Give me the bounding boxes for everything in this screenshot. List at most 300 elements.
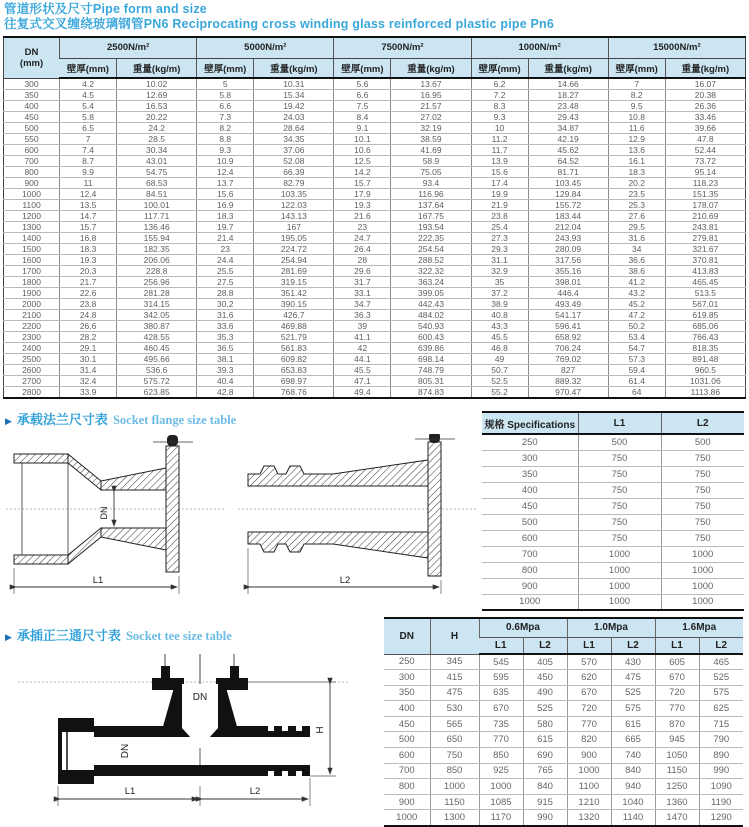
cell: 19.3 xyxy=(60,255,117,266)
cell: 446.4 xyxy=(528,288,608,299)
cell: 155.72 xyxy=(528,200,608,211)
cell: 15.7 xyxy=(334,178,391,189)
cell: 212.04 xyxy=(528,222,608,233)
cell: 750 xyxy=(661,466,744,482)
cell: 38.1 xyxy=(197,354,254,365)
cell: 10.31 xyxy=(254,78,334,90)
table-row xyxy=(4,288,746,299)
cell: 14.2 xyxy=(334,167,391,178)
cell: 10.1 xyxy=(334,134,391,145)
cell: 900 xyxy=(4,178,60,189)
cell: 17.9 xyxy=(334,189,391,200)
table-row xyxy=(482,466,744,482)
cell: 1000 xyxy=(578,546,661,562)
cell: 1190 xyxy=(699,794,743,810)
cell: 210.69 xyxy=(665,211,745,222)
cell: 465 xyxy=(699,654,743,670)
cell: 29.5 xyxy=(608,222,665,233)
cell: 619.85 xyxy=(665,310,745,321)
cell: 18.3 xyxy=(60,244,117,255)
page-subtitle xyxy=(4,17,749,32)
cell: 1200 xyxy=(4,211,60,222)
cell: 75.05 xyxy=(391,167,471,178)
cell: 24.4 xyxy=(197,255,254,266)
cell: 850 xyxy=(430,763,479,779)
cell: 605 xyxy=(655,654,699,670)
cell: 870 xyxy=(655,716,699,732)
cell: 13.6 xyxy=(608,145,665,156)
cell: 750 xyxy=(661,530,744,546)
table-row xyxy=(4,211,746,222)
cell: 493.49 xyxy=(528,299,608,310)
h-label: H xyxy=(315,726,326,734)
cell: 653.83 xyxy=(254,365,334,376)
cell: 43.2 xyxy=(608,288,665,299)
cell: 490 xyxy=(523,685,567,701)
cell: 595 xyxy=(479,670,523,686)
cell: 24.8 xyxy=(60,310,117,321)
cell: 7.5 xyxy=(334,101,391,112)
cell: 37.2 xyxy=(471,288,528,299)
col-header-weight: 重量(kg/m) xyxy=(528,58,608,78)
cell: 635 xyxy=(479,685,523,701)
cell: 7 xyxy=(60,134,117,145)
cell: 495.66 xyxy=(117,354,197,365)
cell: 45.62 xyxy=(528,145,608,156)
cell: 600 xyxy=(4,145,60,156)
cell: 450 xyxy=(523,670,567,686)
table-row xyxy=(4,321,746,332)
cell: 8.4 xyxy=(334,112,391,123)
cell: 20.3 xyxy=(60,266,117,277)
cell: 513.5 xyxy=(665,288,745,299)
cell: 545 xyxy=(479,654,523,670)
tee-size-table xyxy=(384,617,743,827)
table-row xyxy=(384,670,743,686)
cell: 10.8 xyxy=(608,112,665,123)
cell: 465.45 xyxy=(665,277,745,288)
cell: 136.46 xyxy=(117,222,197,233)
dn-branch-label: DN xyxy=(192,692,208,703)
cell: 288.52 xyxy=(391,255,471,266)
cell: 1170 xyxy=(479,810,523,826)
cell: 990 xyxy=(523,810,567,826)
cell: 540.93 xyxy=(391,321,471,332)
cell: 13.67 xyxy=(391,78,471,90)
cell: 29.1 xyxy=(60,343,117,354)
cell: 9.3 xyxy=(197,145,254,156)
cell: 670 xyxy=(655,670,699,686)
flange-spigot-drawing xyxy=(238,434,478,602)
page-title-zh: 管道形状及尺寸 xyxy=(4,2,93,16)
cell: 4.2 xyxy=(60,78,117,90)
cell: 1150 xyxy=(655,763,699,779)
cell: 1050 xyxy=(655,748,699,764)
table-row xyxy=(482,514,744,530)
cell: 915 xyxy=(523,794,567,810)
cell: 33.1 xyxy=(334,288,391,299)
table-row xyxy=(384,810,743,826)
cell: 1000 xyxy=(482,594,578,610)
table-row xyxy=(4,332,746,343)
cell: 319.15 xyxy=(254,277,334,288)
cell: 350 xyxy=(384,685,430,701)
table-row xyxy=(4,299,746,310)
col-header-l1: L1 xyxy=(655,637,699,654)
cell: 770 xyxy=(655,701,699,717)
table-row xyxy=(482,482,744,498)
cell: 23 xyxy=(197,244,254,255)
cell: 567.01 xyxy=(665,299,745,310)
cell: 103.35 xyxy=(254,189,334,200)
cell: 28.5 xyxy=(117,134,197,145)
cell: 750 xyxy=(430,748,479,764)
cell: 2100 xyxy=(4,310,60,321)
cell: 281.69 xyxy=(254,266,334,277)
flange-section-title xyxy=(0,409,482,428)
cell: 990 xyxy=(699,763,743,779)
cell: 30.2 xyxy=(197,299,254,310)
cell: 1210 xyxy=(567,794,611,810)
cell: 31.1 xyxy=(471,255,528,266)
flange-section xyxy=(0,407,749,611)
cell: 222.35 xyxy=(391,233,471,244)
cell: 1800 xyxy=(4,277,60,288)
cell: 500 xyxy=(4,123,60,134)
cell: 26.36 xyxy=(665,101,745,112)
cell: 665 xyxy=(611,732,655,748)
cell: 700 xyxy=(482,546,578,562)
cell: 31.7 xyxy=(334,277,391,288)
cell: 769.02 xyxy=(528,354,608,365)
cell: 103.45 xyxy=(528,178,608,189)
l2-label: L2 xyxy=(249,786,261,797)
cell: 1900 xyxy=(4,288,60,299)
cell: 228.8 xyxy=(117,266,197,277)
cell: 766.43 xyxy=(665,332,745,343)
cell: 73.72 xyxy=(665,156,745,167)
cell: 256.96 xyxy=(117,277,197,288)
table-row xyxy=(4,354,746,365)
cell: 600 xyxy=(482,530,578,546)
cell: 280.09 xyxy=(528,244,608,255)
cell: 35.3 xyxy=(197,332,254,343)
cell: 390.15 xyxy=(254,299,334,310)
table-row xyxy=(482,578,744,594)
cell: 1100 xyxy=(4,200,60,211)
cell: 450 xyxy=(4,112,60,123)
cell: 61.4 xyxy=(608,376,665,387)
cell: 625 xyxy=(699,701,743,717)
cell: 23 xyxy=(334,222,391,233)
cell: 9.3 xyxy=(471,112,528,123)
cell: 650 xyxy=(430,732,479,748)
cell: 1000 xyxy=(384,810,430,826)
table-row xyxy=(4,222,746,233)
cell: 615 xyxy=(523,732,567,748)
cell: 33.6 xyxy=(197,321,254,332)
cell: 25.3 xyxy=(608,200,665,211)
cell: 750 xyxy=(578,466,661,482)
cell: 426.7 xyxy=(254,310,334,321)
cell: 182.35 xyxy=(117,244,197,255)
cell: 250 xyxy=(384,654,430,670)
col-header-10mpa: 1.0Mpa xyxy=(567,618,655,637)
cell: 1500 xyxy=(4,244,60,255)
cell: 16.9 xyxy=(197,200,254,211)
cell: 874.83 xyxy=(391,387,471,399)
cell: 720 xyxy=(567,701,611,717)
cell: 530 xyxy=(430,701,479,717)
cell: 40.8 xyxy=(471,310,528,321)
cell: 34 xyxy=(608,244,665,255)
cell: 19.3 xyxy=(334,200,391,211)
table-row xyxy=(482,530,744,546)
cell: 1113.86 xyxy=(665,387,745,399)
cell: 398.01 xyxy=(528,277,608,288)
cell: 37.06 xyxy=(254,145,334,156)
cell: 28.2 xyxy=(60,332,117,343)
cell: 206.06 xyxy=(117,255,197,266)
cell: 350 xyxy=(482,466,578,482)
cell: 11.2 xyxy=(471,134,528,145)
cell: 81.71 xyxy=(528,167,608,178)
cell: 685.06 xyxy=(665,321,745,332)
table-row xyxy=(4,233,746,244)
cell: 740 xyxy=(611,748,655,764)
cell: 16.95 xyxy=(391,90,471,101)
cell: 525 xyxy=(611,685,655,701)
cell: 770 xyxy=(567,716,611,732)
cell: 167 xyxy=(254,222,334,233)
cell: 50.7 xyxy=(471,365,528,376)
table-row xyxy=(4,90,746,101)
cell: 9.9 xyxy=(60,167,117,178)
table-row xyxy=(482,498,744,514)
cell: 35 xyxy=(471,277,528,288)
cell: 521.79 xyxy=(254,332,334,343)
table-row xyxy=(384,779,743,795)
cell: 8.3 xyxy=(471,101,528,112)
cell: 183.44 xyxy=(528,211,608,222)
cell: 1000 xyxy=(578,562,661,578)
cell: 12.4 xyxy=(60,189,117,200)
cell: 400 xyxy=(384,701,430,717)
table-row xyxy=(384,685,743,701)
table-row xyxy=(482,546,744,562)
tee-drawing xyxy=(18,648,378,810)
cell: 195.05 xyxy=(254,233,334,244)
cell: 27.6 xyxy=(608,211,665,222)
col-header-pressure-7500: 7500N/m² xyxy=(334,37,471,58)
cell: 706.24 xyxy=(528,343,608,354)
cell: 750 xyxy=(578,530,661,546)
table-row xyxy=(482,450,744,466)
cell: 6.5 xyxy=(60,123,117,134)
cell: 15.7 xyxy=(60,222,117,233)
col-header-16mpa: 1.6Mpa xyxy=(655,618,743,637)
cell: 750 xyxy=(578,450,661,466)
cell: 22.6 xyxy=(60,288,117,299)
page-header xyxy=(0,0,749,34)
cell: 32.19 xyxy=(391,123,471,134)
cell: 6.2 xyxy=(471,78,528,90)
pipe-size-table xyxy=(3,36,746,399)
col-header-thickness: 壁厚(mm) xyxy=(471,58,528,78)
cell: 450 xyxy=(384,716,430,732)
cell: 49.4 xyxy=(334,387,391,399)
cell: 805.31 xyxy=(391,376,471,387)
cell: 400 xyxy=(482,482,578,498)
tee-title-en: Socket tee size table xyxy=(125,629,232,643)
cell: 39.3 xyxy=(197,365,254,376)
cell: 500 xyxy=(661,434,744,450)
cell: 596.41 xyxy=(528,321,608,332)
cell: 900 xyxy=(384,794,430,810)
table-row xyxy=(4,134,746,145)
cell: 155.94 xyxy=(117,233,197,244)
cell: 20.38 xyxy=(665,90,745,101)
cell: 38.9 xyxy=(471,299,528,310)
col-header-thickness: 壁厚(mm) xyxy=(60,58,117,78)
cell: 413.83 xyxy=(665,266,745,277)
cell: 1000 xyxy=(661,578,744,594)
cell: 580 xyxy=(523,716,567,732)
col-header-l2: L2 xyxy=(523,637,567,654)
cell: 1000 xyxy=(661,594,744,610)
col-header-l1: L1 xyxy=(479,637,523,654)
cell: 1300 xyxy=(4,222,60,233)
cell: 570 xyxy=(567,654,611,670)
cell: 52.5 xyxy=(471,376,528,387)
table-row xyxy=(4,156,746,167)
cell: 39 xyxy=(334,321,391,332)
cell: 700 xyxy=(4,156,60,167)
cell: 698.97 xyxy=(254,376,334,387)
cell: 23.8 xyxy=(60,299,117,310)
cell: 42.8 xyxy=(197,387,254,399)
table-row xyxy=(482,434,744,450)
cell: 26.6 xyxy=(60,321,117,332)
cell: 41.1 xyxy=(334,332,391,343)
cell: 1085 xyxy=(479,794,523,810)
table-row xyxy=(4,200,746,211)
cell: 29.6 xyxy=(334,266,391,277)
col-header-pressure-1000: 1000N/m² xyxy=(471,37,608,58)
cell: 30.34 xyxy=(117,145,197,156)
cell: 5 xyxy=(197,78,254,90)
cell: 10 xyxy=(471,123,528,134)
cell: 243.81 xyxy=(665,222,745,233)
cell: 945 xyxy=(655,732,699,748)
cell: 500 xyxy=(578,434,661,450)
cell: 750 xyxy=(578,482,661,498)
cell: 475 xyxy=(611,670,655,686)
cell: 45.5 xyxy=(471,332,528,343)
cell: 970.47 xyxy=(528,387,608,399)
cell: 33.46 xyxy=(665,112,745,123)
cell: 54.75 xyxy=(117,167,197,178)
col-header-specifications: 规格 Specifications xyxy=(482,412,578,434)
table-row xyxy=(384,732,743,748)
cell: 1320 xyxy=(567,810,611,826)
cell: 54.7 xyxy=(608,343,665,354)
cell: 7 xyxy=(608,78,665,90)
cell: 50.2 xyxy=(608,321,665,332)
cell: 2800 xyxy=(4,387,60,399)
dn-label: DN xyxy=(99,506,109,520)
cell: 7.4 xyxy=(60,145,117,156)
cell: 1000 xyxy=(578,578,661,594)
col-header-l2: L2 xyxy=(611,637,655,654)
cell: 1700 xyxy=(4,266,60,277)
cell: 750 xyxy=(578,514,661,530)
cell: 1000 xyxy=(578,594,661,610)
cell: 12.5 xyxy=(334,156,391,167)
cell: 7.2 xyxy=(471,90,528,101)
cell: 32.9 xyxy=(471,266,528,277)
cell: 765 xyxy=(523,763,567,779)
cell: 19.42 xyxy=(254,101,334,112)
cell: 670 xyxy=(479,701,523,717)
cell: 615 xyxy=(611,716,655,732)
cell: 639.86 xyxy=(391,343,471,354)
cell: 900 xyxy=(482,578,578,594)
cell: 64 xyxy=(608,387,665,399)
cell: 750 xyxy=(661,450,744,466)
col-header-l1: L1 xyxy=(578,412,661,434)
cell: 550 xyxy=(4,134,60,145)
cell: 322.32 xyxy=(391,266,471,277)
cell: 575 xyxy=(699,685,743,701)
table-row xyxy=(4,387,746,399)
cell: 68.53 xyxy=(117,178,197,189)
cell: 790 xyxy=(699,732,743,748)
cell: 8.7 xyxy=(60,156,117,167)
table-row xyxy=(4,112,746,123)
cell: 575 xyxy=(611,701,655,717)
cell: 370.81 xyxy=(665,255,745,266)
col-header-06mpa: 0.6Mpa xyxy=(479,618,567,637)
cell: 16.8 xyxy=(60,233,117,244)
cell: 38.59 xyxy=(391,134,471,145)
cell: 18.3 xyxy=(197,211,254,222)
section-arrow-icon: ▶ xyxy=(5,416,12,426)
flange-spec-table xyxy=(482,411,744,611)
cell: 405 xyxy=(523,654,567,670)
cell: 690 xyxy=(523,748,567,764)
cell: 750 xyxy=(661,514,744,530)
section-arrow-icon: ▶ xyxy=(5,632,12,642)
cell: 525 xyxy=(699,670,743,686)
cell: 2000 xyxy=(4,299,60,310)
cell: 12.69 xyxy=(117,90,197,101)
cell: 16.53 xyxy=(117,101,197,112)
flange-title-zh: 承载法兰尺寸表 xyxy=(16,412,108,427)
cell: 1250 xyxy=(655,779,699,795)
cell: 42 xyxy=(334,343,391,354)
table-row xyxy=(4,376,746,387)
cell: 58.9 xyxy=(391,156,471,167)
cell: 670 xyxy=(567,685,611,701)
cell: 1031.06 xyxy=(665,376,745,387)
cell: 44.1 xyxy=(334,354,391,365)
cell: 768.76 xyxy=(254,387,334,399)
cell: 5.4 xyxy=(60,101,117,112)
cell: 1300 xyxy=(430,810,479,826)
cell: 4.5 xyxy=(60,90,117,101)
col-header-weight: 重量(kg/m) xyxy=(117,58,197,78)
